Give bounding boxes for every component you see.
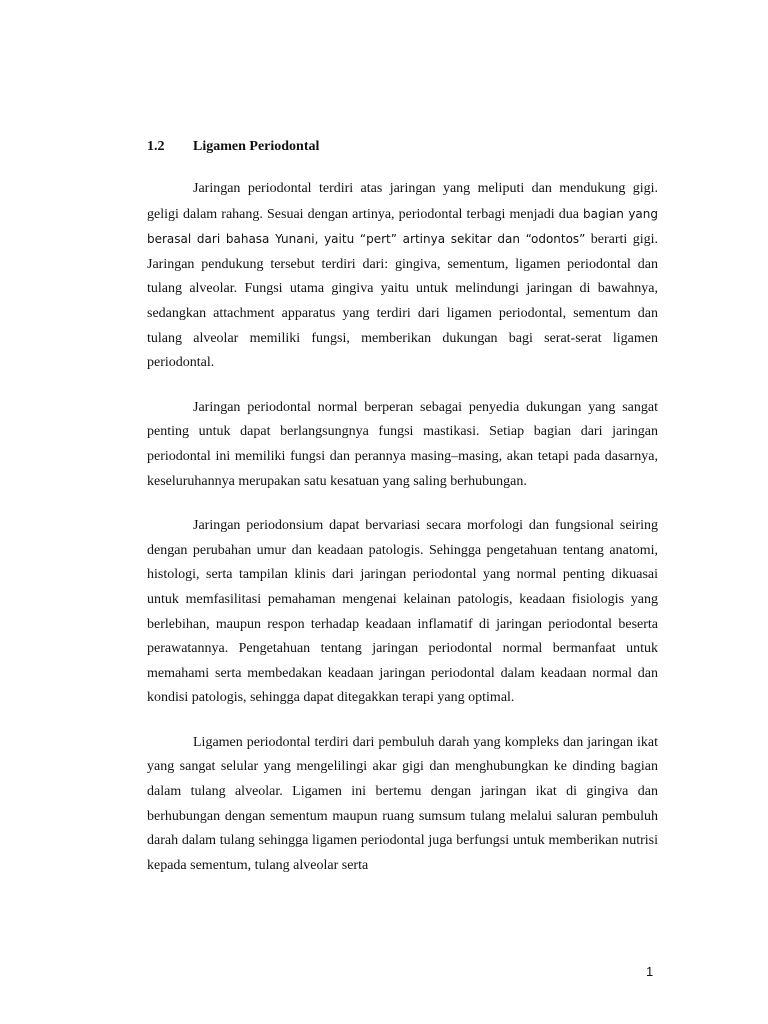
section-heading [147,137,319,157]
section-title: Ligamen Periodontal [193,139,320,154]
section-number: 1.2 [147,139,165,154]
body-text [147,177,658,898]
paragraph-1-part-3: berarti gigi. Jaringan pendukung tersebut terdiri dari: gingiva, sementum, ligamen periodontal dan tulang alveolar. Fungsi utama gingiva yaitu untuk melindungi jaringan di bawahnya, sedangkan attachment apparatus yang terdiri dari ligamen periodontal, sementum dan tulang alveolar memiliki fungsi, memberikan dukungan bagi serat-serat ligamen periodontal. [147,232,658,371]
paragraph-4: Ligamen periodontal terdiri dari pembuluh darah yang kompleks dan jaringan ikat yang sangat selular yang mengelilingi akar gigi dan menghubungkan ke dinding bagian dalam tulang alveolar. Ligamen ini bertemu dengan jaringan ikat di gingiva dan berhubungan dengan sementum maupun ruang sumsum tulang melalui saluran pembuluh darah dalam tulang sehingga ligamen periodontal juga berfungsi untuk memberikan nutrisi kepada sementum, tulang alveolar serta [147,734,658,873]
page-number: 1 [646,964,654,979]
paragraph-1-part-2: bagian yang berasal dari bahasa Yunani, yaitu “pert” artinya sekitar dan “odontos” [147,206,659,247]
paragraph-1-part-1: Jaringan periodontal terdiri atas jaringan yang meliputi dan mendukung gigi. geligi dalam rahang. Sesuai dengan artinya, periodontal terbagi menjadi dua [147,181,658,222]
paragraph-1 [147,177,658,376]
paragraph-2: Jaringan periodontal normal berperan sebagai penyedia dukungan yang sangat penting untuk dapat berlangsungnya fungsi mastikasi. Setiap bagian dari jaringan periodontal ini memiliki fungsi dan perannya masing–masing, akan tetapi pada dasarnya, keseluruhannya merupakan satu kesatuan yang saling berhubungan. [147,399,658,489]
paragraph-3: Jaringan periodonsium dapat bervariasi secara morfologi dan fungsional seiring dengan perubahan umur dan keadaan patologis. Sehingga pengetahuan tentang anatomi, histologi, serta tampilan klinis dari jaringan periodontal yang normal penting dikuasai untuk memfasilitasi pemahaman mengenai kelainan patologis, keadaan fisiologis yang berlebihan, maupun respon terhadap keadaan inflamatif di jaringan periodontal beserta perawatannya. Pengetahuan tentang jaringan periodontal normal bermanfaat untuk memahami serta membedakan keadaan jaringan periodontal dalam keadaan normal dan kondisi patologis, sehingga dapat ditegakkan terapi yang optimal. [147,518,658,706]
